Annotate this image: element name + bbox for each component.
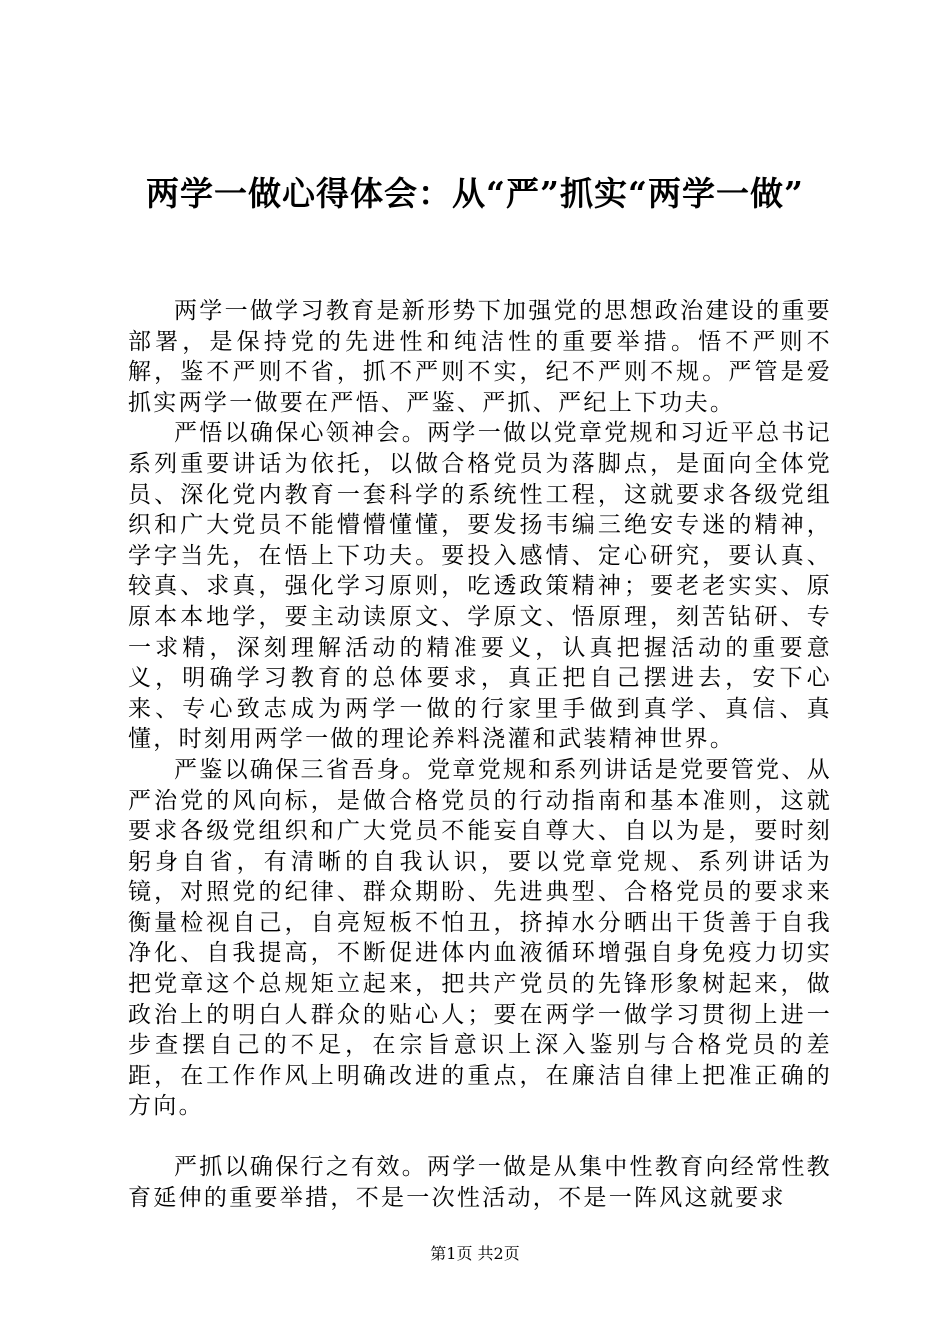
paragraph-yanzhua: 严抓以确保行之有效。两学一做是从集中性教育向经常性教育延伸的重要举措，不是一次性活动，不是一阵风这就要求	[128, 1154, 832, 1211]
document-body	[128, 296, 832, 1213]
paragraph-yanjian: 严鉴以确保三省吾身。党章党规和系列讲话是党要管党、从严治党的风向标，是做合格党员的行动指南和基本准则，这就要求各级党组织和广大党员不能妄自尊大、自以为是，要时刻躬身自省，有清晰的自我认识，要以党章党规、系列讲话为镜，对照党的纪律、群众期盼、先进典型、合格党员的要求来衡量检视自己，自亮短板不怕丑，挤掉水分晒出干货善于自我净化、自我提高，不断促进体内血液循环增强自身免疫力切实把党章这个总规矩立起来，把共产党员的先锋形象树起来，做政治上的明白人群众的贴心人；要在两学一做学习贯彻上进一步查摆自己的不足，在宗旨意识上深入鉴别与合格党员的差距，在工作作风上明确改进的重点，在廉洁自律上把准正确的方向。	[128, 756, 832, 1120]
paragraph-yanwu: 严悟以确保心领神会。两学一做以党章党规和习近平总书记系列重要讲话为依托，以做合格党员为落脚点，是面向全体党员、深化党内教育一套科学的系统性工程，这就要求各级党组织和广大党员不能懵懵懂懂，要发扬韦编三绝安专迷的精神，学字当先，在悟上下功夫。要投入感情、定心研究，要认真、较真、求真，强化学习原则，吃透政策精神；要老老实实、原原本本地学，要主动读原文、学原文、悟原理，刻苦钻研、专一求精，深刻理解活动的精准要义，认真把握活动的重要意义，明确学习教育的总体要求，真正把自己摆进去，安下心来、专心致志成为两学一做的行家里手做到真学、真信、真懂，时刻用两学一做的理论养料浇灌和武装精神世界。	[128, 420, 832, 753]
page-number-footer: 第1页 共2页	[430, 1244, 520, 1263]
paragraph-intro: 两学一做学习教育是新形势下加强党的思想政治建设的重要部署，是保持党的先进性和纯洁性的重要举措。悟不严则不解，鉴不严则不省，抓不严则不实，纪不严则不规。严管是爱抓实两学一做要在严悟、严鉴、严抓、严纪上下功夫。	[128, 298, 832, 416]
document-title: 两学一做心得体会：从“严”抓实“两学一做”	[146, 174, 804, 213]
